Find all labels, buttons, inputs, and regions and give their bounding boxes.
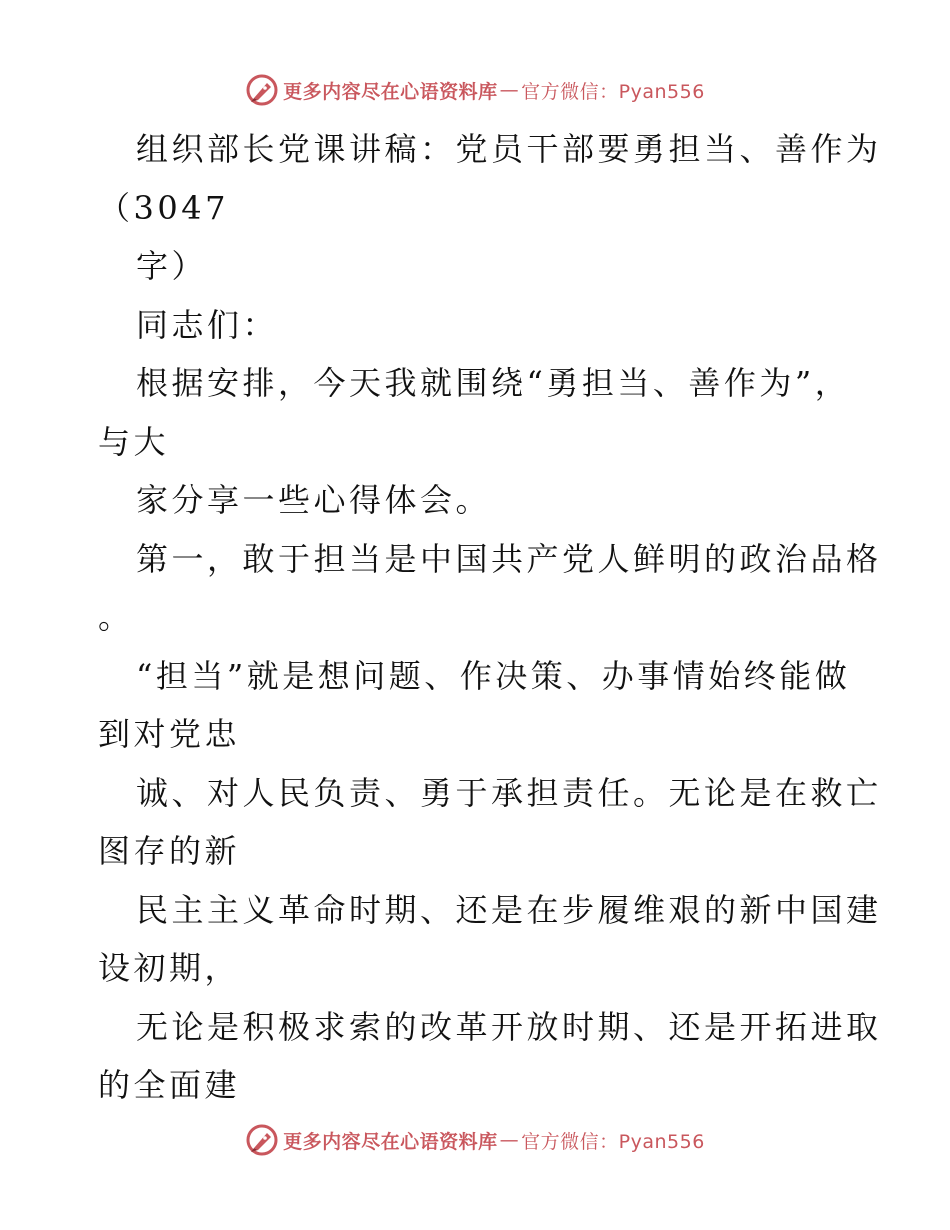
text-line: 与大 bbox=[98, 422, 170, 461]
text-line: （3047 bbox=[98, 188, 229, 227]
watermark-contact-text: 官方微信：Pyan556 bbox=[521, 1130, 705, 1153]
pen-nib-logo-icon bbox=[245, 73, 279, 107]
header-watermark bbox=[0, 70, 950, 110]
watermark-main-text: 更多内容尽在心语资料库 bbox=[283, 80, 498, 103]
watermark-main-text: 更多内容尽在心语资料库 bbox=[283, 1130, 498, 1153]
salutation: 同志们： bbox=[136, 305, 279, 344]
text-line: 图存的新 bbox=[98, 832, 241, 870]
text-line: 设初期， bbox=[98, 949, 241, 987]
text-line: 的全面建 bbox=[98, 1066, 241, 1104]
watermark-contact-text: 官方微信：Pyan556 bbox=[521, 80, 705, 103]
watermark-dash: — bbox=[499, 1129, 520, 1151]
text-line: 民主主义革命时期、还是在步履维艰的新中国建 bbox=[136, 890, 882, 929]
pen-nib-logo-icon bbox=[245, 1123, 279, 1157]
text-line: 家分享一些心得体会。 bbox=[136, 481, 492, 519]
document-title: 组织部长党课讲稿：党员干部要勇担当、善作为 bbox=[136, 130, 882, 168]
text-line: 无论是积极求索的改革开放时期、还是开拓进取 bbox=[136, 1007, 882, 1046]
text-line: 到对党忠 bbox=[98, 715, 241, 753]
text-line: 。 bbox=[98, 598, 134, 636]
text-line: 根据安排，今天我就围绕“勇担当、善作为”， bbox=[136, 364, 851, 402]
text-line: 诚、对人民负责、勇于承担责任。无论是在救亡 bbox=[136, 773, 882, 812]
text-line: “担当”就是想问题、作决策、办事情始终能做 bbox=[136, 656, 851, 695]
watermark-dash: — bbox=[499, 79, 520, 101]
footer-watermark bbox=[0, 1120, 950, 1160]
document-body bbox=[98, 120, 882, 1115]
section-heading: 第一，敢于担当是中国共产党人鲜明的政治品格 bbox=[136, 539, 882, 578]
text-line: 字） bbox=[136, 247, 208, 285]
